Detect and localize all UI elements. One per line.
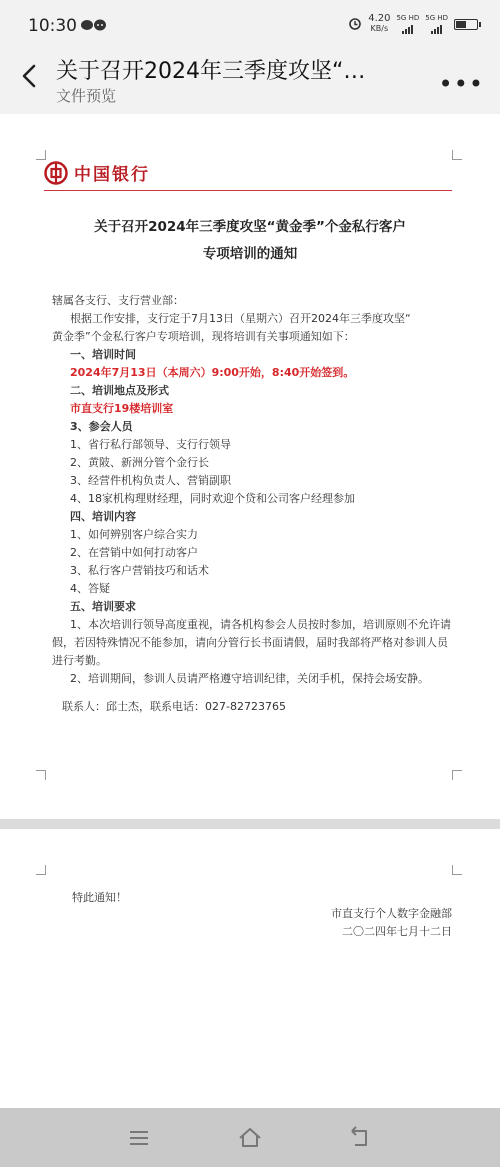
alarm-icon [348, 16, 362, 33]
crop-mark [36, 865, 46, 875]
battery-icon [454, 19, 478, 30]
signing-department: 市直支行个人数字金融部 [331, 907, 452, 920]
page-subtitle: 文件预览 [56, 87, 117, 105]
training-time: 2024年7月13日（本周六）9:00开始，8:40开始签到。 [70, 366, 355, 379]
section-heading-requirements: 五、培训要求 [70, 600, 136, 613]
status-time: 10:30 [28, 16, 77, 36]
crop-mark [452, 150, 462, 160]
wechat-icon [80, 18, 108, 35]
back-nav-icon[interactable] [347, 1125, 373, 1151]
signal-icon [396, 14, 419, 34]
crop-mark [36, 770, 46, 780]
bank-logo-text: 中国银行 [74, 165, 150, 185]
more-icon[interactable]: ••• [438, 70, 484, 98]
net-speed-value: 4.20 [368, 13, 391, 24]
page-title: 关于召开2024年三季度攻坚“… [56, 59, 366, 84]
crop-mark [452, 770, 462, 780]
attendee-item: 2、黄陂、新洲分管个金行长 [70, 456, 209, 469]
content-item: 1、如何辨别客户综合实力 [70, 528, 198, 541]
signing-date: 二〇二四年七月十二日 [342, 925, 452, 938]
attendee-item: 1、省行私行部领导、支行行领导 [70, 438, 231, 451]
header-rule [44, 190, 452, 191]
section-heading-attendees: 3、参会人员 [70, 420, 133, 433]
section-heading-time: 一、培训时间 [70, 348, 136, 361]
menu-icon[interactable] [126, 1125, 152, 1151]
document-page-2 [0, 829, 500, 1108]
attendee-item: 3、经营件机构负责人、营销副职 [70, 474, 231, 487]
document-title [0, 214, 500, 268]
status-bar [0, 0, 500, 52]
crop-mark [36, 150, 46, 160]
training-location: 市直支行19楼培训室 [70, 402, 174, 415]
section-heading-location: 二、培训地点及形式 [70, 384, 169, 397]
home-icon[interactable] [237, 1125, 263, 1151]
crop-mark [452, 865, 462, 875]
document-viewer[interactable] [0, 114, 500, 1108]
document-title-line1: 关于召开2024年三季度攻坚“黄金季”个金私行客户 [94, 219, 406, 235]
content-item: 2、在营销中如何打动客户 [70, 546, 198, 559]
system-nav-bar [0, 1108, 500, 1167]
contact-info: 联系人：邱士杰，联系电话：027-82723765 [62, 700, 286, 713]
net-speed [368, 14, 390, 34]
bank-logo-icon [44, 161, 68, 185]
intro-line1: 根据工作安排，支行定于7月13日（星期六）召开2024年三季度攻坚“ [70, 312, 411, 325]
sim1-label: 5G HD [396, 14, 420, 22]
content-item: 4、答疑 [70, 582, 110, 595]
app-header [0, 52, 500, 114]
sim2-label: 5G HD [425, 14, 448, 22]
attendee-item: 4、18家机构理财经理，同时欢迎个贷和公司客户经理参加 [70, 492, 355, 505]
document-body [52, 292, 452, 716]
requirement-item: 1、本次培训行领导高度重视，请各机构参会人员按时参加，培训原则不允许请假，若因特殊情况不能参加，请向分管行长书面请假，届时我部将严格对参训人员进行考勤。 [52, 618, 451, 667]
back-arrow-icon[interactable] [14, 60, 46, 92]
status-indicators [348, 14, 478, 34]
intro-line2: 黄金季”个金私行客户专项培训，现将培训有关事项通知如下： [52, 330, 355, 343]
content-item: 3、私行客户营销技巧和话术 [70, 564, 209, 577]
section-heading-content: 四、培训内容 [70, 510, 136, 523]
closing-text: 特此通知！ [72, 891, 127, 904]
bank-logo [44, 160, 150, 185]
document-title-line2: 专项培训的通知 [202, 246, 298, 262]
document-page-1 [0, 114, 500, 819]
net-speed-unit: KB/s [370, 24, 389, 33]
signal-icon [425, 14, 448, 34]
salutation: 辖属各支行、支行营业部： [52, 294, 184, 307]
requirement-item: 2、培训期间，参训人员请严格遵守培训纪律，关闭手机，保持会场安静。 [70, 672, 429, 685]
